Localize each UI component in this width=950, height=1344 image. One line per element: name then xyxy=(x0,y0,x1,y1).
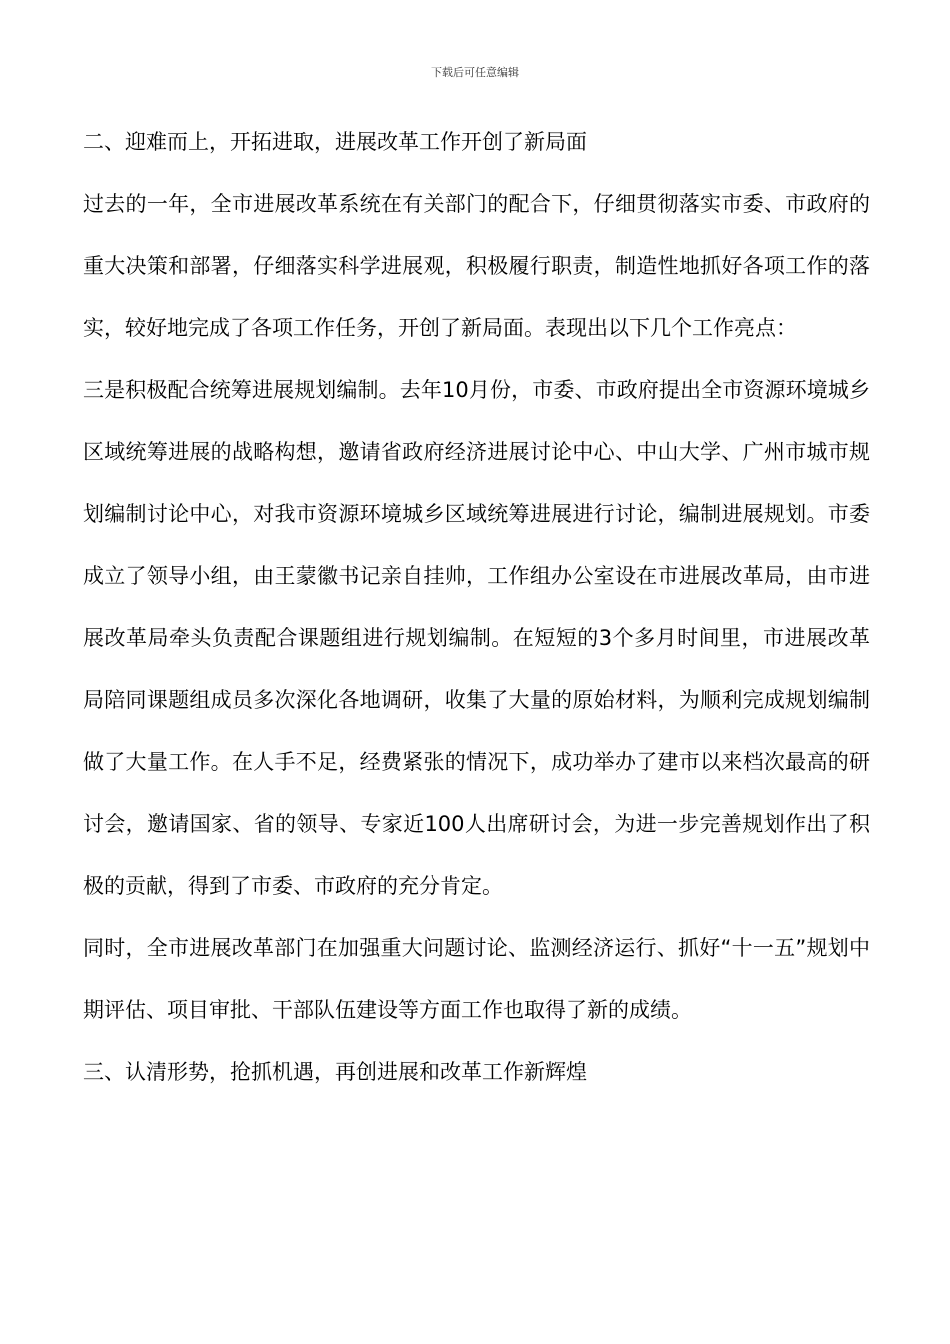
meanwhile-paragraph: 同时，全市进展改革部门在加强重大问题讨论、监测经济运行、抓好“十一五”规划中期评估、项目审批、干部队伍建设等方面工作也取得了新的成绩。 xyxy=(83,936,870,1022)
point-3-paragraph: 三是积极配合统筹进展规划编制。去年10月份，市委、市政府提出全市资源环境城乡区域统筹进展的战略构想，邀请省政府经济进展讨论中心、中山大学、广州市城市规划编制讨论中心，对我市资源环境城乡区域统筹进展进行讨论，编制进展规划。市委成立了领导小组，由王蒙徽书记亲自挂帅，工作组办公室设在市进展改革局，由市进展改革局牵头负责配合课题组进行规划编制。在短短的3个多月时间里，市进展改革局陪同课题组成员多次深化各地调研，收集了大量的原始材料，为顺利完成规划编制做了大量工作。在人手不足，经费紧张的情况下，成功举办了建市以来档次最高的研讨会，邀请国家、省的领导、专家近100人出席研讨会，为进一步完善规划作出了积极的贡献，得到了市委、市政府的充分肯定。 xyxy=(83,378,870,898)
section-2-heading: 二、迎难而上，开拓进取，进展改革工作开创了新局面 xyxy=(83,130,587,154)
document-body xyxy=(83,111,870,1103)
intro-paragraph: 过去的一年，全市进展改革系统在有关部门的配合下，仔细贯彻落实市委、市政府的重大决策和部署，仔细落实科学进展观，积极履行职责，制造性地抓好各项工作的落实，较好地完成了各项工作任务，开创了新局面。表现出以下几个工作亮点： xyxy=(83,192,870,340)
header-note: 下载后可任意编辑 xyxy=(431,66,519,79)
section-3-heading: 三、认清形势，抢抓机遇，再创进展和改革工作新辉煌 xyxy=(83,1060,587,1084)
